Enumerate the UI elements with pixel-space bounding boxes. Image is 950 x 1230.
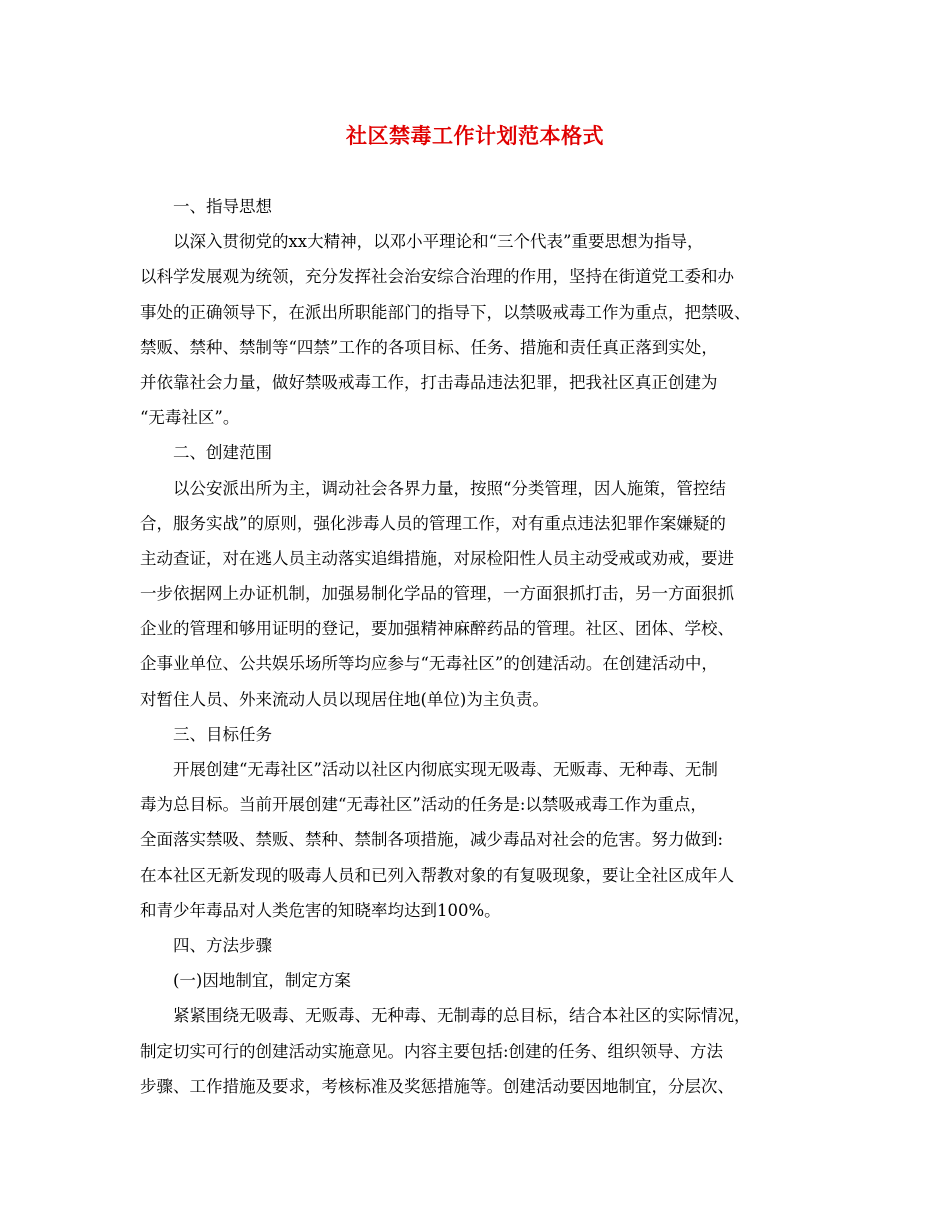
text-line: 合，服务实战”的原则，强化涉毒人员的管理工作，对有重点违法犯罪作案嫌疑的 — [140, 513, 726, 533]
text-line: 四、方法步骤 — [173, 935, 272, 955]
text-line: 主动查证，对在逃人员主动落实追缉措施，对尿检阳性人员主动受戒或劝戒，要进 — [140, 548, 734, 568]
text-line: 事处的正确领导下，在派出所职能部门的指导下，以禁吸戒毒工作为重点，把禁吸、 — [140, 302, 751, 322]
text-line: 三、目标任务 — [173, 724, 272, 744]
text-line: 一、指导思想 — [173, 197, 272, 216]
text-line: 毒为总目标。当前开展创建“无毒社区”活动的任务是:以禁吸戒毒工作为重点， — [140, 795, 707, 815]
text-line: 企业的管理和够用证明的登记，要加强精神麻醉药品的管理。社区、团体、学校、 — [140, 619, 734, 639]
text-line: 并依靠社会力量，做好禁吸戒毒工作，打击毒品违法犯罪，把我社区真正创建为 — [140, 372, 718, 392]
text-line: 一步依据网上办证机制，加强易制化学品的管理，一方面狠抓打击，另一方面狠抓 — [140, 584, 734, 604]
text-line: 对暂住人员、外来流动人员以现居住地(单位)为主负责。 — [140, 689, 549, 709]
text-line: 开展创建“无毒社区”活动以社区内彻底实现无吸毒、无贩毒、无种毒、无制 — [173, 760, 718, 779]
text-line: 禁贩、禁种、禁制等“四禁”工作的各项目标、任务、措施和责任真正落到实处， — [140, 337, 718, 357]
text-line: 步骤、工作措施及要求，考核标准及奖惩措施等。创建活动要因地制宜，分层次、 — [140, 1076, 734, 1096]
text-line: 以科学发展观为统领，充分发挥社会治安综合治理的作用，坚持在街道党工委和办 — [140, 267, 734, 287]
document-title: 社区禁毒工作计划范本格式 — [346, 123, 604, 148]
text-line: 全面落实禁吸、禁贩、禁种、禁制各项措施，减少毒品对社会的危害。努力做到: — [140, 830, 724, 850]
text-line: 在本社区无新发现的吸毒人员和已列入帮教对象的有复吸现象，要让全社区成年人 — [140, 865, 734, 885]
text-line: 紧紧围绕无吸毒、无贩毒、无种毒、无制毒的总目标，结合本社区的实际情况， — [173, 1006, 751, 1026]
text-line: 企事业单位、公共娱乐场所等均应参与“无毒社区”的创建活动。在创建活动中， — [140, 654, 718, 674]
text-line: 以深入贯彻党的xx大精神，以邓小平理论和“三个代表”重要思想为指导， — [173, 232, 704, 252]
text-line: 以公安派出所为主，调动社会各界力量，按照“分类管理，因人施策，管控结 — [173, 478, 726, 498]
text-line: 二、创建范围 — [173, 443, 272, 463]
document-body — [140, 193, 830, 1108]
text-line: “无毒社区”。 — [140, 408, 240, 428]
text-line: 制定切实可行的创建活动实施意见。内容主要包括:创建的任务、组织领导、方法 — [140, 1041, 724, 1061]
text-line: 和青少年毒品对人类危害的知晓率均达到100%。 — [140, 900, 501, 920]
text-line: (一)因地制宜，制定方案 — [173, 971, 351, 991]
